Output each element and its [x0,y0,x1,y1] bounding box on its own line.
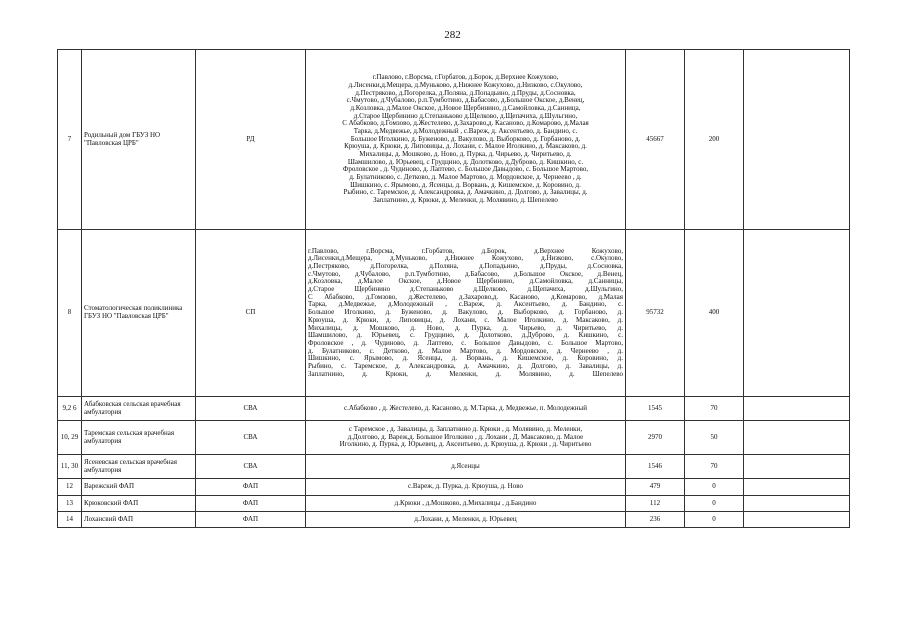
capacity: 200 [685,50,744,230]
service-area-line: д.Лохани, д. Меленки, д. Юрьевец [414,514,517,523]
table-row [58,421,850,455]
facility-type: ФАП [196,479,306,496]
capacity: 0 [685,479,744,496]
service-area [306,421,626,455]
service-area-line: с.Абабково , д. Жестелево, д. Касаново, д. М.Тарка, д. Медвежье, п. Молодежный [344,403,587,412]
service-area-line: Фроловское , д. Чудиново, д. Лаптево, с. Большое Давыдово, с. Большое Мартово, [342,165,589,174]
facility-name: Крюковский ФАП [82,496,196,512]
service-area-line: д.Старое Щербинино д.Степаньково д.Щелково, д.Щепачиха, д.Шульгино, [353,111,578,120]
service-area-line: Заплатнино, д. Крюки, д. Меленки, д. Молявино, д. Шепелево [373,196,558,205]
service-area [306,230,626,397]
service-area-line: д.Козловка, д.Малое Окское, д.Новое Щербинино, д.Самойловка, д.Санницы, [308,277,623,286]
service-area-line: С Абабково, д.Гомзово, д.Жестелево, д.Захарово,д. Касаново, д.Комарово, д.Малая [342,119,589,128]
service-area-line: Большое Иголкино, д. Буженово, д. Вакулово, д. Выборково, д. Горбаново, д. [308,308,623,317]
facility-name: Стоматологическая поликлиника ГБУЗ НО "Павловская ЦРБ" [82,230,196,397]
page-number: 282 [444,29,461,41]
row-number: 9,2 6 [58,397,82,421]
capacity: 70 [685,455,744,479]
extra-cell [744,50,850,230]
extra-cell [744,230,850,397]
service-area-line: д.Старое Щербинино д.Степаньково д.Щелково, д.Щепачиха, д.Шульгино, [308,285,623,294]
service-area-line: д.Лисенки,д.Мещера, д.Муньково, д.Нижнее Кожухово, д.Низково, с.Окулово, [308,254,623,263]
service-area-line: д. Булатниково, с. Детково, д. Малое Мартово, д. Мордовское, д. Чернеево , д. [308,346,623,355]
facility-name: Лохансвий ФАП [82,512,196,528]
row-number: 13 [58,496,82,512]
facilities-table [57,49,850,528]
extra-cell [744,479,850,496]
population: 1545 [626,397,685,421]
extra-cell [744,397,850,421]
service-area-line: Шамшилово, д. Юрьевец, с. Грудцино, д. Долотково, д.Дуброво, д. Кишкино, с. [308,331,623,340]
service-area-line: Шамшилово, д. Юрьевец, с Грудцино, д. Долотково, д.Дуброво, д. Кишкино, с. [347,157,584,166]
service-area-line: д.Долгово, д. Вареж,д. Большое Иголкино , д. Лохани , Д. Максаково, д. Малое [347,432,584,441]
capacity: 70 [685,397,744,421]
table-row [58,230,850,397]
service-area-line: Тарка, д.Медвежье, д.Молодежный , с.Вареж, д. Аксентьево, д. Бандино, с. [308,300,623,309]
table-row [58,479,850,496]
service-area-line: Шишкино, с. Ярымово, д. Ясенцы, д. Ворвань, д. Кишемское, д. Коровино, д. [350,180,581,189]
service-area-line: Большое Иголкино, д. Буженово, д. Вакулово, д. Выборково, д. Горбаново, д. [350,134,581,143]
row-number: 8 [58,230,82,397]
facility-type: СВА [196,397,306,421]
service-area-line: д.Ясенцы [451,461,480,470]
service-area-line: д.Пестряково, д.Погорелка, д.Поляна, д.Попадьино, д.Пруды, д.Сосновка, [355,88,576,97]
facility-name: Варежский ФАП [82,479,196,496]
service-area [306,397,626,421]
service-area-line: Заплатнино, д. Крюки, д. Меленки, д. Молявино, д. Шепелево [308,369,623,378]
facility-name: Абабковская сельская врачебная амбулатория [82,397,196,421]
table-row [58,397,850,421]
table-row [58,512,850,528]
facility-name: Родильный дом ГБУЗ НО "Павловская ЦРБ" [82,50,196,230]
extra-cell [744,496,850,512]
service-area [306,479,626,496]
service-area-line: Иголкино, д. Пурка, д. Юрьевец, д. Аксентьево, д. Крюуша, д. Крюки , д. Чиритьево [339,440,592,449]
extra-cell [744,512,850,528]
row-number: 14 [58,512,82,528]
service-area-line: д.Крюки , д.Мошково, д.Михалицы , д.Бандино [394,498,537,507]
service-area-line: г.Павлово, г.Ворсма, г.Горбатов, д.Борок, д.Верхнее Кожухово, [372,73,559,82]
service-area-line: Рыбино, с. Таремское, д. Александровка, д. Амачкино, д. Долгово, д. Завалицы, д. [308,361,623,370]
table-row [58,455,850,479]
service-area [306,496,626,512]
service-area-line: Михалицы, д. Мошково, д. Ново, д. Пурка, д. Чирьево, д. Чиритьево, д. [359,150,572,159]
population: 236 [626,512,685,528]
extra-cell [744,421,850,455]
row-number: 7 [58,50,82,230]
service-area-line: Крюуша, д. Крюки, д. Липовицы, д. Лохани, с. Малое Иголкино, д. Максаково, д. [344,142,587,151]
service-area-line: Михалицы, д. Мошково, д. Ново, д. Пурка, д. Чирьево, д. Чиритьево, д. [308,323,623,332]
service-area [306,455,626,479]
population: 1546 [626,455,685,479]
population: 112 [626,496,685,512]
population: 45667 [626,50,685,230]
table-row [58,50,850,230]
service-area-line: Фроловское , д. Чудиново, д. Лаптево, с. Большое Давыдово, с. Большое Мартово, [308,338,623,347]
service-area-line: д.Пестряково, д.Погорелка, д.Поляна, д.Попадьино, д.Пруды, д.Сосновка, [308,262,623,271]
facility-type: ФАП [196,512,306,528]
row-number: 10, 29 [58,421,82,455]
service-area-line: д.Козловка, д.Малое Окское, д.Новое Щербинино, д.Самойловка, д.Санница, [350,103,581,112]
population: 2970 [626,421,685,455]
facility-type: СВА [196,455,306,479]
row-number: 12 [58,479,82,496]
service-area-line: с.Вареж, д. Пурка, д. Крюуша, д. Ново [408,482,523,491]
service-area-line: Рыбино, с. Таремское, д. Александровка, д. Амачкино, д. Долгово, д. Завалицы, д. [343,188,588,197]
facility-type: СВА [196,421,306,455]
service-area-line: Крюуша, д. Крюки, д. Липовицы, д. Лохани, с. Малое Иголкино, д. Максаково, д. [308,315,623,324]
service-area-line: с.Чмутово, д.Чубалово, р.п.Тумботино, д.Бабасово, д.Большое Окское, д.Венец, [346,96,585,105]
capacity: 400 [685,230,744,397]
facility-type: СП [196,230,306,397]
facility-name: Таремская сельская врачебная амбулатория [82,421,196,455]
service-area-line: Тарка, д.Медвежье, д.Молодежный , с.Вареж, д. Аксентьево, д. Бандино, с. [353,126,578,135]
facility-name: Ясеневская сельская врачебная амбулатория [82,455,196,479]
population: 479 [626,479,685,496]
capacity: 0 [685,512,744,528]
population: 95732 [626,230,685,397]
service-area-line: С Абабково, д.Гомзово, д.Жестелево, д.Захарово,д. Касаново, д.Комарово, д.Малая [308,292,623,301]
row-number: 11, 30 [58,455,82,479]
service-area-line: д. Булатниково, с. Детково, д. Малое Мартово, д. Мордовское, д. Чернеево , д. [349,173,582,182]
capacity: 0 [685,496,744,512]
table-row [58,496,850,512]
service-area-line: с Таремское , д. Завалицы, д. Заплатнино д. Крюки , д. Молявино, д. Меленки, [348,424,583,433]
service-area-line: Шишкино, с. Ярымово, д. Ясенцы, д. Ворвань, д. Кишемское, д. Коровино, д. [308,354,623,363]
service-area-line: д.Лисенки,д.Мещера, д.Муньково, д.Нижнее Кожухово, д.Низково, с.Окулово, [348,80,583,89]
capacity: 50 [685,421,744,455]
facility-type: РД [196,50,306,230]
extra-cell [744,455,850,479]
service-area [306,50,626,230]
service-area-line: г.Павлово, г.Ворсма, г.Горбатов, д.Борок, д.Верхнее Кожухово, [308,246,623,255]
facility-type: ФАП [196,496,306,512]
service-area [306,512,626,528]
service-area-line: с.Чмутово, д.Чубалово, р.п.Тумботино, д.Бабасово, д.Большое Окское, д.Венец, [308,269,623,278]
